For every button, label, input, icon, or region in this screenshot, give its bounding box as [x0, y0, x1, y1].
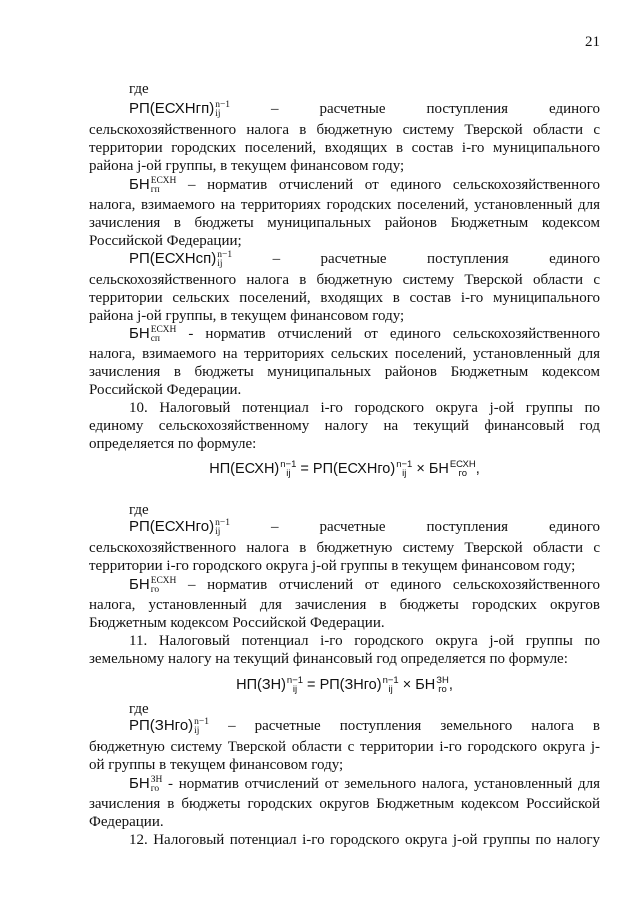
formula-zn: НП(ЗН) n−1 ij = РП(ЗНго) n−1 ij × БН ЗН го , — [236, 675, 453, 696]
definition-bn-gp: БН ЕСХН гп – норматив отчислений от единого сельскохозяйственного — [129, 175, 600, 195]
definition-rp-gp: РП(ЕСХНгп) n−1 ij – расчетные поступления единого — [129, 99, 600, 119]
rp-go-term: РП(ЕСХНго) n−1 ij — [129, 517, 230, 537]
definition-rp-sp: РП(ЕСХНсп) n−1 ij – расчетные поступления единого — [129, 249, 600, 269]
text-line: зачисления в бюджеты муниципальных районов Бюджетным кодексом — [89, 364, 600, 380]
text-line: Российской Федерации; — [89, 233, 242, 249]
rp-gp-term: РП(ЕСХНгп) n−1 ij — [129, 99, 231, 119]
where-label: где — [129, 502, 149, 518]
text-line: зачисления в бюджеты городских округов Бюджетным кодексом Российской — [89, 796, 600, 812]
text-line: бюджетную систему Тверской области с территории i-го городского округа j- — [89, 739, 600, 755]
rp-sp-term: РП(ЕСХНсп) n−1 ij — [129, 249, 233, 269]
text-line: территории i-го городского округа j-ой группы в текущем финансовом году; — [89, 558, 576, 574]
definition-rp-zn: РП(ЗНго) n−1 ij – расчетные поступления земельного налога в — [129, 716, 601, 736]
text-line: Российской Федерации. — [89, 382, 242, 398]
text-line: сельскохозяйственного налога в бюджетную систему Тверской области с — [89, 122, 600, 138]
text-line: налога, взимаемого на территориях городских поселений, установленный для — [89, 197, 600, 213]
paragraph-12-line: 12. Налоговый потенциал i-го городского округа j-ой группы по налогу — [129, 832, 600, 848]
definition-bn-sp: БН ЕСХН сп - норматив отчислений от единого сельскохозяйственного — [129, 324, 601, 344]
text-line: налога, взимаемого на территориях сельских поселений, установленный для — [89, 346, 600, 362]
where-label: где — [129, 701, 149, 717]
page-number: 21 — [585, 34, 600, 50]
text-line: налога, установленный для зачисления в бюджеты городских округов — [89, 597, 600, 613]
where-label: где — [129, 81, 149, 97]
definition-bn-zn: БН ЗН го - норматив отчислений от земельного налога, установленный для — [129, 774, 600, 794]
text-line: зачисления в бюджеты муниципальных районов Бюджетным кодексом — [89, 215, 600, 231]
text-line: Федерации. — [89, 814, 164, 830]
text-line: территории сельских поселений, входящих в состав i-го муниципального — [89, 290, 600, 306]
text-line: района j-ой группы, в текущем финансовом году; — [89, 158, 405, 174]
formula-eskhn: НП(ЕСХН) n−1 ij = РП(ЕСХНго) n−1 ij × БН ЕСХН го , — [209, 459, 480, 480]
definition-bn-go: БН ЕСХН го – норматив отчислений от единого сельскохозяйственного — [129, 575, 600, 595]
text-line: земельному налогу на текущий финансовый год определяется по формуле: — [89, 651, 568, 667]
paragraph-11-line: 11. Налоговый потенциал i-го городского округа j-ой группы по — [129, 633, 600, 649]
text-line: сельскохозяйственного налога в бюджетную систему Тверской области с — [89, 540, 600, 556]
text-line: определяется по формуле: — [89, 436, 257, 452]
text-line: территории городских поселений, входящих в состав i-го муниципального — [89, 140, 600, 156]
text-line: сельскохозяйственного налога в бюджетную систему Тверской области с — [89, 272, 600, 288]
text-line: единому сельскохозяйственному налогу на текущий финансовый год — [89, 418, 600, 434]
text-line: Бюджетным кодексом Российской Федерации. — [89, 615, 385, 631]
text-line: ой группы в текущем финансовом году; — [89, 757, 344, 773]
text-line: района j-ой группы, в текущем финансовом году; — [89, 308, 405, 324]
paragraph-10-line: 10. Налоговый потенциал i-го городского округа j-ой группы по — [129, 400, 600, 416]
definition-rp-go: РП(ЕСХНго) n−1 ij – расчетные поступления единого — [129, 517, 600, 537]
